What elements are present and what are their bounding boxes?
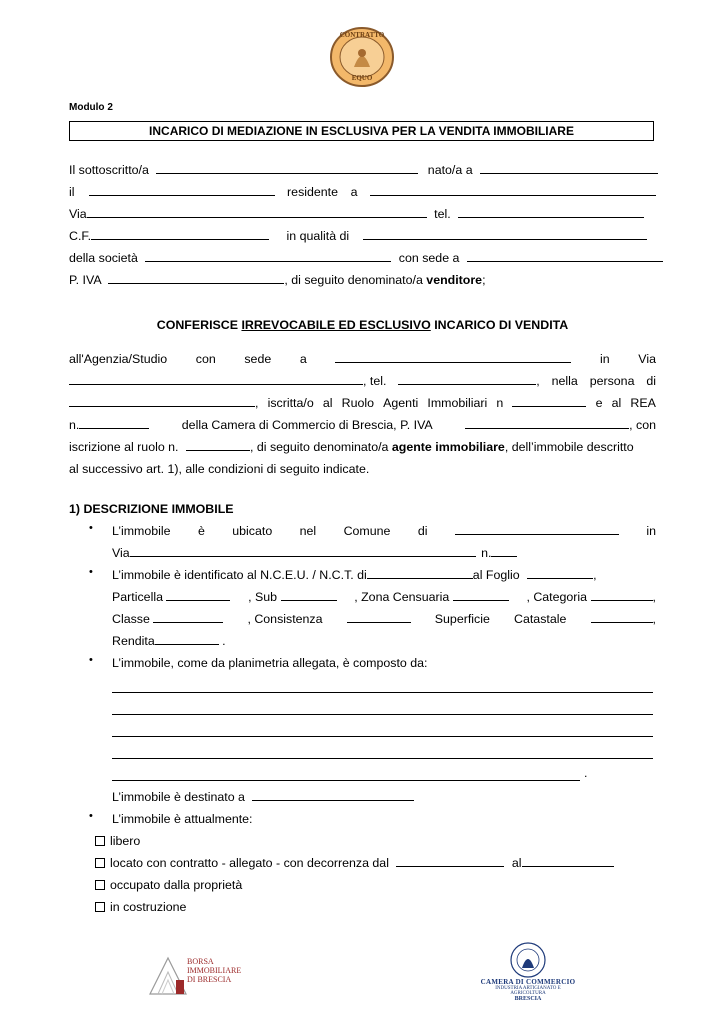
field-residenza[interactable] xyxy=(370,183,656,196)
bullet-icon: • xyxy=(89,654,93,666)
line-rea: n. della Camera di Commercio di Brescia, P. IVA , con xyxy=(69,418,656,432)
field-ruolo-n[interactable] xyxy=(512,394,586,407)
field-nceu[interactable] xyxy=(367,566,473,579)
field-scadenza[interactable] xyxy=(522,854,614,867)
field-superficie[interactable] xyxy=(591,610,653,623)
seal-top-text: CONTRATTO xyxy=(339,31,385,39)
line-cf: C.F. in qualità di xyxy=(69,227,656,245)
line-successivo: al successivo art. 1), alle condizioni di seguito indicate. xyxy=(69,462,370,476)
field-iscrizione-n[interactable] xyxy=(186,438,250,451)
checkbox-icon[interactable] xyxy=(95,858,105,868)
field-piva[interactable] xyxy=(108,271,284,284)
field-categoria[interactable] xyxy=(591,588,653,601)
field-decorrenza[interactable] xyxy=(396,854,504,867)
seal-bottom-text: EQUO xyxy=(351,74,373,82)
line-immobile-via: Via n. xyxy=(112,544,656,562)
section-heading: 1) DESCRIZIONE IMMOBILE xyxy=(69,502,234,516)
option-locato[interactable]: locato con contratto - allegato - con decorrenza dal al xyxy=(95,854,682,872)
field-particella[interactable] xyxy=(166,588,230,601)
conferisce-heading: CONFERISCE IRREVOCABILE ED ESCLUSIVO INCARICO DI VENDITA xyxy=(156,318,569,332)
field-sede[interactable] xyxy=(467,249,663,262)
field-rea-n[interactable] xyxy=(79,416,149,429)
line-il: il residente a xyxy=(69,183,656,201)
field-composto-1[interactable] xyxy=(112,692,653,693)
field-agenzia-piva[interactable] xyxy=(465,416,629,429)
field-sottoscritto[interactable] xyxy=(156,161,418,174)
field-immobile-n[interactable] xyxy=(491,544,517,557)
composto-dot: . xyxy=(584,766,588,780)
field-via[interactable] xyxy=(87,205,427,218)
line-particella: Particella , Sub , Zona Censuaria , Categoria , xyxy=(112,590,656,604)
field-tel[interactable] xyxy=(458,205,644,218)
field-societa[interactable] xyxy=(145,249,391,262)
field-agenzia-via[interactable] xyxy=(69,372,363,385)
line-destinato: L’immobile è destinato a xyxy=(112,788,656,806)
line-agenzia: all'Agenzia/Studio con sede a in Via xyxy=(69,352,656,366)
line-attualmente: L’immobile è attualmente: xyxy=(112,812,253,826)
option-libero[interactable]: libero xyxy=(95,832,682,850)
field-comune[interactable] xyxy=(455,522,619,535)
field-composto-4[interactable] xyxy=(112,758,653,759)
option-occupato[interactable]: occupato dalla proprietà xyxy=(95,876,682,894)
bullet-icon: • xyxy=(89,810,93,822)
line-sottoscritto: Il sottoscritto/a nato/a a xyxy=(69,161,656,179)
line-societa: della società con sede a xyxy=(69,249,656,267)
line-rendita: Rendita . xyxy=(112,634,226,648)
field-composto-2[interactable] xyxy=(112,714,653,715)
line-composto: L’immobile, come da planimetria allegata, è composto da: xyxy=(112,656,428,670)
document-title: INCARICO DI MEDIAZIONE IN ESCLUSIVA PER LA VENDITA IMMOBILIARE xyxy=(69,121,654,141)
line-identificato: L’immobile è identificato al N.C.E.U. / N.C.T. di al Foglio , xyxy=(112,568,597,582)
line-classe: Classe , Consistenza Superficie Catastale , xyxy=(112,612,656,626)
field-consistenza[interactable] xyxy=(347,610,411,623)
line-iscritta: , iscritta/o al Ruolo Agenti Immobiliari n e al REA xyxy=(69,394,656,412)
camera-logo-text: CAMERA DI COMMERCIO INDUSTRIA ARTIGIANATO E AGRICOLTURA BRESCIA xyxy=(480,978,576,1002)
field-immobile-via[interactable] xyxy=(130,544,476,557)
field-zona[interactable] xyxy=(453,588,509,601)
field-composto-3[interactable] xyxy=(112,736,653,737)
line-ubicato: L’immobile è ubicato nel Comune di in xyxy=(112,524,656,538)
field-qualita[interactable] xyxy=(363,227,647,240)
line-iscrizione: iscrizione al ruolo n. , di seguito denominato/a agente immobiliare, dell’immobile descritto xyxy=(69,440,634,454)
bullet-icon: • xyxy=(89,522,93,534)
field-nato[interactable] xyxy=(480,161,658,174)
checkbox-icon[interactable] xyxy=(95,880,105,890)
borsa-logo-text: BORSA IMMOBILIARE DI BRESCIA xyxy=(187,957,242,984)
field-sub[interactable] xyxy=(281,588,337,601)
field-rendita[interactable] xyxy=(155,632,219,645)
bullet-icon: • xyxy=(89,566,93,578)
line-piva: P. IVA , di seguito denominato/a venditore; xyxy=(69,273,486,287)
checkbox-icon[interactable] xyxy=(95,902,105,912)
line-via: Via tel. xyxy=(69,205,656,223)
modulo-label: Modulo 2 xyxy=(69,102,113,113)
checkbox-icon[interactable] xyxy=(95,836,105,846)
field-composto-5[interactable] xyxy=(112,780,580,781)
field-data-nascita[interactable] xyxy=(89,183,275,196)
line-agenzia-via: , tel. , nella persona di xyxy=(69,372,656,390)
field-cf[interactable] xyxy=(91,227,269,240)
option-costruzione[interactable]: in costruzione xyxy=(95,898,682,916)
field-persona[interactable] xyxy=(69,394,255,407)
field-agenzia-tel[interactable] xyxy=(398,372,536,385)
field-agenzia-sede[interactable] xyxy=(335,350,571,363)
field-destinato[interactable] xyxy=(252,788,414,801)
field-classe[interactable] xyxy=(153,610,223,623)
field-foglio[interactable] xyxy=(527,566,593,579)
